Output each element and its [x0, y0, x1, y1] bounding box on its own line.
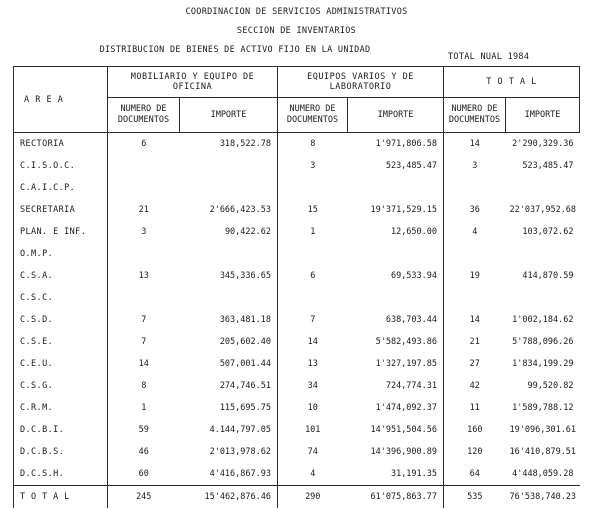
- cell-eq-num-docs: 15: [278, 199, 348, 221]
- cell-eq-num-docs: 6: [278, 265, 348, 287]
- cell-mob-num-docs: 13: [108, 265, 180, 287]
- cell-tot-importe: 1'002,184.62: [512, 315, 574, 325]
- cell-mob-importe: 363,481.18: [219, 315, 271, 325]
- cell-tot-importe: 103,072.62: [522, 227, 574, 237]
- area-header: A R E A: [14, 67, 108, 133]
- cell-area: SECRETARIA: [14, 199, 108, 221]
- cell-mob-num-docs: 3: [108, 221, 180, 243]
- cell-area: RECTORIA: [14, 133, 108, 156]
- cell-tot-num-docs: 21: [444, 331, 506, 353]
- cell-eq-num-docs: [278, 243, 348, 265]
- cell-tot-num-docs: 27: [444, 353, 506, 375]
- cell-area: C.I.S.O.C.: [14, 155, 108, 177]
- cell-tot-num-docs: [444, 177, 506, 199]
- cell-area: C.S.C.: [14, 287, 108, 309]
- table-row: [14, 155, 580, 177]
- cell-eq-num-docs: 1: [278, 221, 348, 243]
- cell-tot-num-docs: 4: [444, 221, 506, 243]
- table-row: [14, 419, 580, 441]
- cell-mob-importe: 2'666,423.53: [209, 205, 271, 215]
- asset-distribution-table: [13, 66, 580, 508]
- cell-area: C.E.U.: [14, 353, 108, 375]
- cell-eq-importe: 19'371,529.15: [370, 205, 438, 215]
- total-tot-num-docs: 535: [444, 486, 506, 509]
- cell-eq-num-docs: [278, 177, 348, 199]
- cell-mob-num-docs: [108, 155, 180, 177]
- cell-tot-importe: [506, 243, 580, 265]
- cell-area: O.M.P.: [14, 243, 108, 265]
- cell-tot-num-docs: 120: [444, 441, 506, 463]
- total-tot-importe: 76'538,740.23: [506, 486, 580, 509]
- cell-eq-num-docs: 4: [278, 463, 348, 486]
- cell-area: D.C.B.I.: [14, 419, 108, 441]
- cell-eq-importe: [348, 177, 444, 199]
- cell-eq-importe: 69,533.94: [390, 271, 438, 281]
- cell-eq-importe: 724,774.31: [385, 381, 438, 391]
- cell-tot-num-docs: 36: [444, 199, 506, 221]
- cell-eq-num-docs: 13: [278, 353, 348, 375]
- cell-eq-importe: 12,650.00: [390, 227, 438, 237]
- cell-mob-importe: 274,746.51: [219, 381, 271, 391]
- cell-mob-importe: 205,602.40: [219, 337, 271, 347]
- table-row: [14, 199, 580, 221]
- cell-mob-num-docs: [108, 177, 180, 199]
- cell-eq-num-docs: 14: [278, 331, 348, 353]
- total-eq-num-docs: 290: [278, 486, 348, 509]
- cell-tot-importe: 99,520.82: [527, 381, 574, 391]
- table-row: [14, 397, 580, 419]
- group-header-mobiliario: MOBILIARIO Y EQUIPO DE OFICINA: [108, 67, 278, 98]
- cell-area: D.C.S.H.: [14, 463, 108, 486]
- cell-eq-importe: 31,191.35: [390, 469, 438, 479]
- header-coordinacion: COORDINACION DE SERVICIOS ADMINISTRATIVOS: [185, 7, 408, 17]
- total-mob-importe: 15'462,876.46: [180, 486, 278, 509]
- cell-area: C.S.A.: [14, 265, 108, 287]
- cell-area: C.R.M.: [14, 397, 108, 419]
- sub-header-num-docs-2: NUMERO DE DOCUMENTOS: [278, 98, 348, 133]
- cell-tot-num-docs: [444, 243, 506, 265]
- cell-eq-importe: 14'396,900.89: [370, 447, 438, 457]
- table-row: [14, 133, 580, 156]
- cell-eq-num-docs: 101: [278, 419, 348, 441]
- cell-tot-num-docs: 11: [444, 397, 506, 419]
- cell-mob-importe: 2'013,978.62: [209, 447, 271, 457]
- cell-tot-importe: 1'834,199.29: [512, 359, 574, 369]
- cell-tot-importe: 22'037,952.68: [509, 205, 577, 215]
- cell-tot-num-docs: 42: [444, 375, 506, 397]
- cell-eq-num-docs: [278, 287, 348, 309]
- total-area: T O T A L: [14, 486, 108, 509]
- cell-area: D.C.B.S.: [14, 441, 108, 463]
- cell-eq-num-docs: 7: [278, 309, 348, 331]
- table-row: [14, 375, 580, 397]
- cell-tot-num-docs: 19: [444, 265, 506, 287]
- sub-header-importe-2: IMPORTE: [348, 98, 444, 133]
- cell-area: C.S.D.: [14, 309, 108, 331]
- cell-area: C.A.I.C.P.: [14, 177, 108, 199]
- total-row: [14, 486, 580, 509]
- header-seccion: SECCION DE INVENTARIOS: [236, 26, 357, 36]
- sub-header-num-docs-1: NUMERO DE DOCUMENTOS: [108, 98, 180, 133]
- cell-tot-importe: 523,485.47: [522, 161, 574, 171]
- cell-eq-importe: 1'327,197.85: [375, 359, 438, 369]
- cell-mob-num-docs: 1: [108, 397, 180, 419]
- cell-mob-importe: [180, 177, 278, 199]
- cell-eq-num-docs: 10: [278, 397, 348, 419]
- cell-mob-importe: [180, 155, 278, 177]
- table-body: [14, 133, 580, 509]
- cell-tot-num-docs: 3: [444, 155, 506, 177]
- cell-area: C.S.G.: [14, 375, 108, 397]
- cell-mob-num-docs: 6: [108, 133, 180, 156]
- cell-tot-importe: 4'448,059.28: [512, 469, 574, 479]
- cell-eq-num-docs: 34: [278, 375, 348, 397]
- cell-eq-num-docs: 74: [278, 441, 348, 463]
- header-total-anual: TOTAL NUAL 1984: [448, 52, 530, 62]
- cell-tot-num-docs: 160: [444, 419, 506, 441]
- cell-eq-importe: 1'971,806.58: [375, 139, 438, 149]
- cell-tot-num-docs: 64: [444, 463, 506, 486]
- cell-eq-importe: 14'951,504.56: [370, 425, 438, 435]
- table-row: [14, 287, 580, 309]
- cell-tot-importe: 16'410,879.51: [509, 447, 577, 457]
- cell-mob-num-docs: 60: [108, 463, 180, 486]
- table-row: [14, 309, 580, 331]
- cell-eq-importe: 638,703.44: [385, 315, 438, 325]
- group-header-equipos: EQUIPOS VARIOS Y DE LABORATORIO: [278, 67, 444, 98]
- sub-header-num-docs-3: NUMERO DE DOCUMENTOS: [444, 98, 506, 133]
- cell-tot-importe: 414,870.59: [522, 271, 574, 281]
- cell-tot-num-docs: 14: [444, 309, 506, 331]
- cell-eq-importe: [348, 243, 444, 265]
- cell-mob-num-docs: 7: [108, 309, 180, 331]
- cell-tot-importe: 19'096,301.61: [509, 425, 577, 435]
- table-row: [14, 177, 580, 199]
- cell-mob-importe: 115,695.75: [219, 403, 271, 413]
- cell-mob-num-docs: [108, 287, 180, 309]
- table-row: [14, 463, 580, 486]
- cell-tot-importe: 1'589,788.12: [512, 403, 574, 413]
- cell-mob-importe: 4'416,867.93: [209, 469, 271, 479]
- table-row: [14, 353, 580, 375]
- cell-mob-num-docs: 59: [108, 419, 180, 441]
- header-distribucion: DISTRIBUCION DE BIENES DE ACTIVO FIJO EN LA UNIDAD: [99, 45, 371, 55]
- total-eq-importe: 61'075,863.77: [348, 486, 444, 509]
- cell-tot-importe: [506, 287, 580, 309]
- total-mob-num-docs: 245: [108, 486, 180, 509]
- cell-eq-importe: 523,485.47: [385, 161, 438, 171]
- cell-tot-importe: 2'290,329.36: [512, 139, 574, 149]
- cell-mob-num-docs: [108, 243, 180, 265]
- cell-mob-num-docs: 8: [108, 375, 180, 397]
- cell-eq-importe: 5'582,493.86: [375, 337, 438, 347]
- cell-eq-num-docs: 3: [278, 155, 348, 177]
- cell-eq-importe: [348, 287, 444, 309]
- sub-header-importe-1: IMPORTE: [180, 98, 278, 133]
- group-header-total: T O T A L: [444, 67, 580, 98]
- cell-area: PLAN. E INF.: [14, 221, 108, 243]
- cell-mob-num-docs: 46: [108, 441, 180, 463]
- cell-tot-importe: 5'788,096.26: [512, 337, 574, 347]
- cell-mob-importe: 318,522.78: [219, 139, 271, 149]
- table-row: [14, 265, 580, 287]
- cell-mob-num-docs: 14: [108, 353, 180, 375]
- cell-mob-num-docs: 21: [108, 199, 180, 221]
- cell-area: C.S.E.: [14, 331, 108, 353]
- cell-mob-num-docs: 7: [108, 331, 180, 353]
- table-row: [14, 243, 580, 265]
- table-row: [14, 441, 580, 463]
- cell-eq-num-docs: 8: [278, 133, 348, 156]
- cell-tot-importe: [506, 177, 580, 199]
- cell-tot-num-docs: [444, 287, 506, 309]
- table-row: [14, 331, 580, 353]
- cell-tot-num-docs: 14: [444, 133, 506, 156]
- cell-mob-importe: [180, 287, 278, 309]
- cell-mob-importe: 507,001.44: [219, 359, 271, 369]
- cell-mob-importe: [180, 243, 278, 265]
- cell-mob-importe: 90,422.62: [224, 227, 271, 237]
- table-row: [14, 221, 580, 243]
- sub-header-importe-3: IMPORTE: [506, 98, 580, 133]
- cell-mob-importe: 4.144,797.05: [209, 425, 271, 435]
- cell-mob-importe: 345,336.65: [219, 271, 271, 281]
- cell-eq-importe: 1'474,092.37: [375, 403, 438, 413]
